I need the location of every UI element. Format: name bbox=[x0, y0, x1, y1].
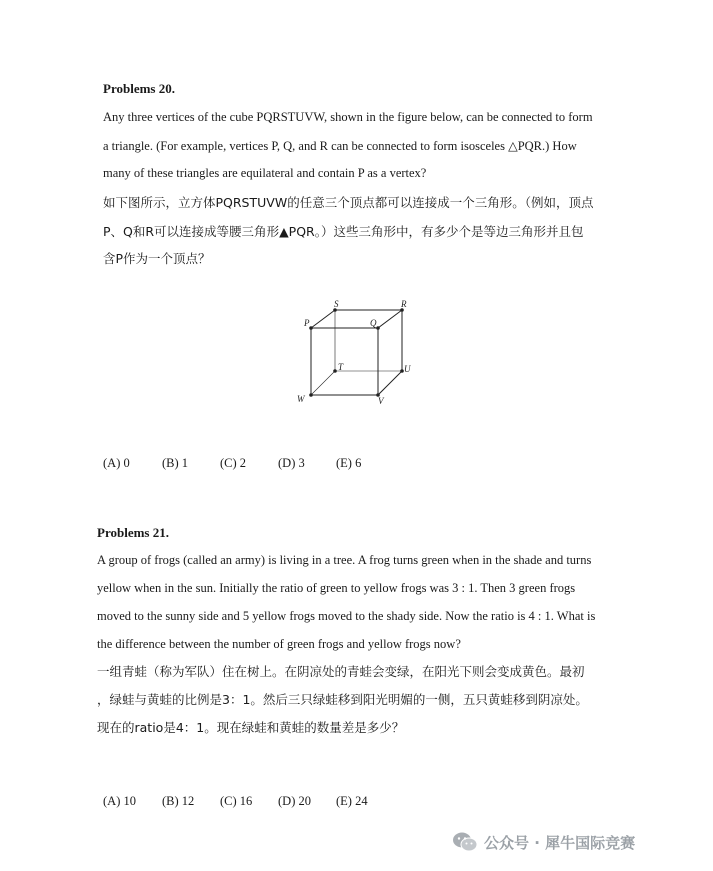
problem-20-zh-line-2: P、Q和R可以连接成等腰三角形▲PQR。）这些三角形中，有多少个是等边三角形并且包 bbox=[103, 224, 584, 239]
watermark-text: 公众号 · 犀牛国际竞赛 bbox=[484, 834, 636, 852]
problem-21-en-line-4: the difference between the number of green frogs and yellow frogs now? bbox=[97, 637, 461, 651]
vertex-w bbox=[309, 393, 313, 397]
label-u: U bbox=[404, 364, 411, 374]
problem-20-zh-line-3: 含P作为一个顶点？ bbox=[103, 251, 211, 266]
p21-option-d: (D) 20 bbox=[278, 794, 311, 808]
problem-21-zh-line-2: ，绿蛙与黄蛙的比例是3：1。然后三只绿蛙移到阳光明媚的一侧，五只黄蛙移到阴凉处。 bbox=[97, 692, 588, 707]
p21-option-a: (A) 10 bbox=[103, 794, 136, 808]
problem-21-en-line-1: A group of frogs (called an army) is living in a tree. A frog turns green when in the shade and turns bbox=[97, 553, 592, 567]
cube-figure bbox=[290, 296, 420, 408]
problem-20-zh-line-1: 如下图所示，立方体PQRSTUVW的任意三个顶点都可以连接成一个三角形。（例如，顶点 bbox=[103, 195, 594, 210]
problem-21-en-line-2: yellow when in the sun. Initially the ratio of green to yellow frogs was 3 : 1. Then 3 green frogs bbox=[97, 581, 576, 595]
vertex-t bbox=[333, 369, 337, 373]
p21-option-e: (E) 24 bbox=[336, 794, 368, 808]
p21-option-b: (B) 12 bbox=[162, 794, 195, 808]
wechat-icon bbox=[452, 831, 478, 853]
p20-option-d: (D) 3 bbox=[278, 456, 305, 470]
p20-option-a: (A) 0 bbox=[103, 456, 130, 470]
label-t: T bbox=[338, 362, 344, 372]
problem-21-zh-line-1: 一组青蛙（称为军队）住在树上。在阴凉处的青蛙会变绿，在阳光下则会变成黄色。最初 bbox=[97, 664, 585, 679]
label-p: P bbox=[304, 318, 310, 328]
problem-21-title: Problems 21. bbox=[97, 525, 169, 540]
label-q: Q bbox=[370, 318, 377, 328]
label-s: S bbox=[334, 299, 339, 309]
p21-option-c: (C) 16 bbox=[220, 794, 253, 808]
edge-qr bbox=[378, 310, 402, 328]
vertex-p bbox=[309, 326, 313, 330]
edge-wt bbox=[311, 371, 335, 395]
problem-20-en-line-1: Any three vertices of the cube PQRSTUVW, shown in the figure below, can be connected to form bbox=[103, 110, 593, 124]
label-w: W bbox=[297, 394, 305, 404]
vertex-q bbox=[376, 326, 380, 330]
problem-21-zh-line-3: 现在的ratio是4：1。现在绿蛙和黄蛙的数量差是多少？ bbox=[97, 720, 405, 735]
problem-21-en-line-3: moved to the sunny side and 5 yellow frogs moved to the shady side. Now the ratio is 4 : 1. What is bbox=[97, 609, 596, 623]
p20-option-c: (C) 2 bbox=[220, 456, 247, 470]
p20-option-e: (E) 6 bbox=[336, 456, 362, 470]
edge-ps bbox=[311, 310, 335, 328]
edge-vu bbox=[378, 371, 402, 395]
label-r: R bbox=[401, 299, 407, 309]
p20-option-b: (B) 1 bbox=[162, 456, 189, 470]
label-v: V bbox=[378, 396, 384, 406]
problem-20-en-line-3: many of these triangles are equilateral and contain P as a vertex? bbox=[103, 166, 427, 180]
problem-20-title: Problems 20. bbox=[103, 81, 175, 96]
problem-20-en-line-2: a triangle. (For example, vertices P, Q, and R can be connected to form isosceles △PQR.) How bbox=[103, 139, 577, 153]
